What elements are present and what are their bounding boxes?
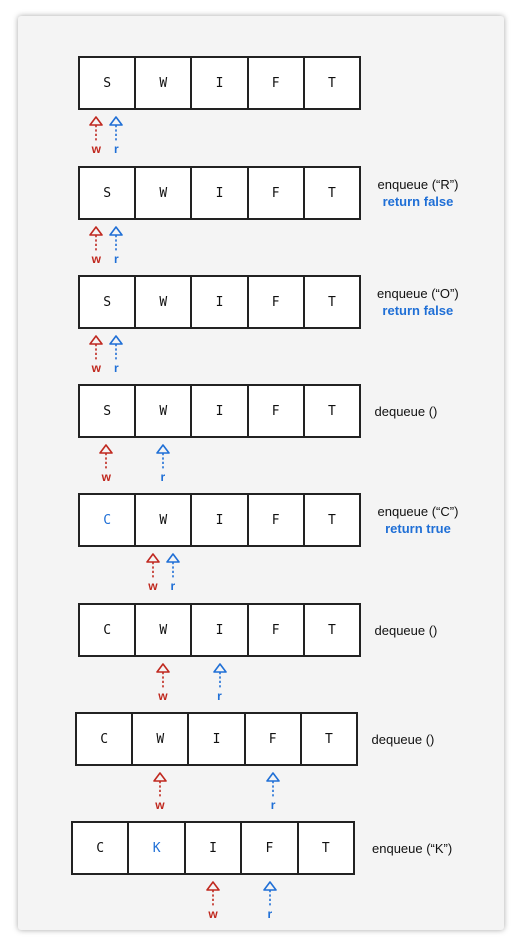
buffer-cell: T: [328, 622, 336, 638]
write-pointer-label: w: [91, 142, 101, 156]
buffer-cell: W: [136, 495, 192, 545]
operation-text: dequeue (): [374, 403, 438, 419]
read-pointer: [212, 663, 228, 702]
buffer-cell: S: [80, 386, 136, 436]
read-pointer: [108, 335, 124, 374]
buffer-cell: S: [80, 168, 136, 218]
read-pointer: [262, 881, 278, 920]
write-pointer-label: w: [148, 579, 158, 593]
operation-label: [375, 403, 438, 420]
buffer-cell: T: [328, 185, 336, 201]
buffer-cell: W: [136, 58, 192, 108]
operation-label: [372, 731, 435, 748]
buffer-cell: T: [328, 403, 336, 419]
operation-label: [378, 503, 459, 537]
buffer-cell: W: [136, 277, 192, 327]
buffer-cell: I: [192, 495, 248, 545]
read-pointer-label: r: [270, 798, 276, 812]
buffer-cell: W: [136, 386, 192, 436]
operation-text: enqueue (“O”): [377, 286, 459, 301]
buffer-cell: F: [249, 58, 305, 108]
read-pointer: [155, 444, 171, 483]
operation-text: enqueue (“R”): [377, 177, 459, 192]
buffer-cell: I: [189, 714, 245, 764]
buffer-cell: W: [133, 714, 189, 764]
operation-text: enqueue (“K”): [372, 840, 453, 856]
read-pointer: [108, 226, 124, 265]
write-pointer: [88, 226, 104, 265]
buffer-row-5: [78, 493, 361, 547]
buffer-cell: C: [80, 605, 136, 655]
write-pointer: [88, 335, 104, 374]
buffer-cell: I: [192, 277, 248, 327]
buffer-row-6: [78, 603, 361, 657]
operation-label: [375, 622, 438, 639]
write-pointer: [152, 772, 168, 811]
buffer-cell: F: [249, 605, 305, 655]
buffer-cell: F: [249, 495, 305, 545]
buffer-cell: S: [80, 277, 136, 327]
buffer-row-3: [78, 275, 361, 329]
write-pointer-label: w: [91, 252, 101, 266]
write-pointer-label: w: [208, 907, 218, 921]
buffer-cell: F: [249, 168, 305, 218]
buffer-cell: C: [77, 714, 133, 764]
buffer-cell: S: [80, 58, 136, 108]
write-pointer: [155, 663, 171, 702]
buffer-cell: I: [192, 386, 248, 436]
buffer-cell: T: [328, 512, 336, 528]
operation-label: [377, 285, 459, 319]
operation-text: dequeue (): [371, 731, 435, 747]
buffer-cell: F: [242, 823, 298, 873]
buffer-row-2: [78, 166, 361, 220]
buffer-cell: C: [80, 495, 136, 545]
buffer-row-1: [78, 56, 361, 110]
write-pointer-label: w: [91, 361, 101, 375]
return-value: return false: [382, 194, 454, 209]
buffer-cell: T: [325, 731, 333, 747]
write-pointer-label: w: [158, 689, 168, 703]
read-pointer-label: r: [170, 579, 176, 593]
return-value: return true: [385, 521, 451, 536]
buffer-cell: I: [192, 605, 248, 655]
return-value: return false: [382, 303, 454, 318]
buffer-cell: T: [328, 75, 336, 91]
read-pointer-label: r: [113, 361, 119, 375]
buffer-cell: I: [192, 58, 248, 108]
buffer-cell: C: [73, 823, 129, 873]
read-pointer-label: r: [160, 470, 166, 484]
write-pointer: [205, 881, 221, 920]
buffer-cell: T: [321, 840, 330, 856]
buffer-cell: W: [136, 605, 192, 655]
write-pointer: [88, 116, 104, 155]
buffer-row-7: [75, 712, 358, 766]
buffer-row-8: [71, 821, 355, 875]
buffer-cell: K: [129, 823, 185, 873]
read-pointer: [108, 116, 124, 155]
read-pointer-label: r: [217, 689, 222, 703]
read-pointer: [265, 772, 281, 811]
read-pointer: [165, 553, 181, 592]
read-pointer-label: r: [113, 142, 119, 156]
read-pointer-label: r: [267, 907, 273, 921]
write-pointer-label: w: [155, 798, 165, 812]
buffer-cell: F: [246, 714, 302, 764]
operation-label: [378, 176, 459, 210]
write-pointer: [145, 553, 161, 592]
write-pointer-label: w: [101, 470, 111, 484]
buffer-cell: I: [192, 168, 248, 218]
operation-text: enqueue (“C”): [377, 504, 459, 519]
buffer-cell: W: [136, 168, 192, 218]
buffer-cell: I: [186, 823, 242, 873]
read-pointer-label: r: [113, 252, 119, 266]
buffer-cell: T: [328, 294, 336, 310]
write-pointer: [98, 444, 114, 483]
operation-text: dequeue (): [374, 622, 438, 638]
buffer-row-4: [78, 384, 361, 438]
buffer-cell: F: [249, 386, 305, 436]
buffer-cell: F: [249, 277, 305, 327]
operation-label: [372, 840, 452, 857]
